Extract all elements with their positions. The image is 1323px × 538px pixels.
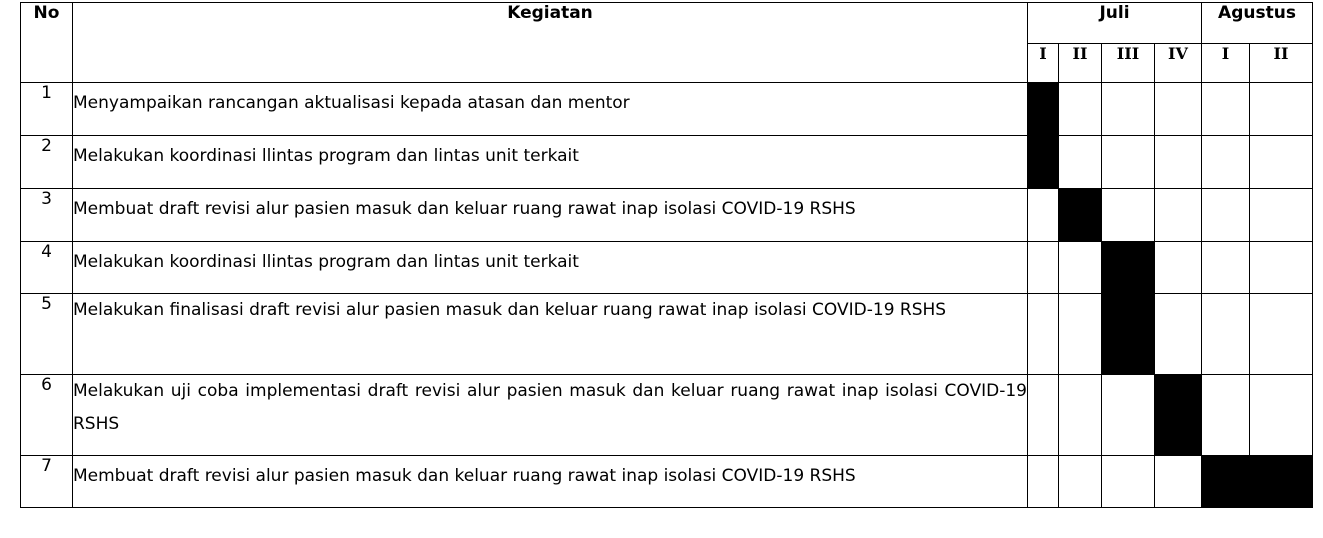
schedule-cell <box>1059 294 1102 375</box>
header-no: No <box>21 3 73 83</box>
header-week: II <box>1250 44 1313 83</box>
schedule-cell <box>1059 83 1102 136</box>
schedule-cell <box>1250 189 1313 242</box>
header-month-juli: Juli <box>1028 3 1202 44</box>
header-week: II <box>1059 44 1102 83</box>
table-row <box>21 456 1313 508</box>
schedule-cell <box>1202 242 1250 294</box>
schedule-cell <box>1155 242 1202 294</box>
schedule-cell-filled <box>1250 456 1313 508</box>
schedule-table <box>20 2 1313 508</box>
schedule-cell-filled <box>1028 136 1059 189</box>
schedule-cell <box>1202 136 1250 189</box>
table-row <box>21 189 1313 242</box>
schedule-cell-filled <box>1028 83 1059 136</box>
header-week: III <box>1102 44 1155 83</box>
schedule-cell <box>1102 456 1155 508</box>
activity-cell: Melakukan koordinasi llintas program dan lintas unit terkait <box>73 242 1028 294</box>
schedule-cell-filled <box>1102 242 1155 294</box>
schedule-cell <box>1059 242 1102 294</box>
schedule-cell-filled <box>1155 375 1202 456</box>
row-number: 6 <box>21 375 73 456</box>
table-row <box>21 375 1313 456</box>
schedule-cell <box>1250 83 1313 136</box>
header-week: IV <box>1155 44 1202 83</box>
schedule-cell <box>1102 136 1155 189</box>
row-number: 1 <box>21 83 73 136</box>
row-number: 2 <box>21 136 73 189</box>
schedule-cell <box>1202 375 1250 456</box>
schedule-cell <box>1059 456 1102 508</box>
schedule-cell <box>1028 242 1059 294</box>
schedule-cell <box>1202 189 1250 242</box>
schedule-cell <box>1028 375 1059 456</box>
schedule-cell <box>1202 83 1250 136</box>
schedule-cell-filled <box>1059 189 1102 242</box>
schedule-cell <box>1102 189 1155 242</box>
header-week: I <box>1028 44 1059 83</box>
schedule-cell <box>1250 294 1313 375</box>
schedule-cell <box>1250 136 1313 189</box>
activity-cell: Melakukan uji coba implementasi draft revisi alur pasien masuk dan keluar ruang rawat inap isolasi COVID-19 RSHS <box>73 375 1028 456</box>
schedule-cell-filled <box>1202 456 1250 508</box>
schedule-cell <box>1250 375 1313 456</box>
table-row <box>21 83 1313 136</box>
header-week: I <box>1202 44 1250 83</box>
activity-cell: Membuat draft revisi alur pasien masuk dan keluar ruang rawat inap isolasi COVID-19 RSHS <box>73 456 1028 508</box>
row-number: 4 <box>21 242 73 294</box>
header-kegiatan: Kegiatan <box>73 3 1028 83</box>
schedule-cell-filled <box>1102 294 1155 375</box>
activity-cell: Melakukan finalisasi draft revisi alur pasien masuk dan keluar ruang rawat inap isolasi COVID-19 RSHS <box>73 294 1028 375</box>
schedule-cell <box>1155 456 1202 508</box>
row-number: 3 <box>21 189 73 242</box>
schedule-cell <box>1250 242 1313 294</box>
schedule-cell <box>1059 375 1102 456</box>
table-row <box>21 294 1313 375</box>
table-row <box>21 242 1313 294</box>
header-month-agustus: Agustus <box>1202 3 1313 44</box>
table-row <box>21 136 1313 189</box>
row-number: 7 <box>21 456 73 508</box>
schedule-cell <box>1059 136 1102 189</box>
activity-cell: Membuat draft revisi alur pasien masuk dan keluar ruang rawat inap isolasi COVID-19 RSHS <box>73 189 1028 242</box>
schedule-cell <box>1155 189 1202 242</box>
schedule-cell <box>1155 294 1202 375</box>
schedule-cell <box>1102 375 1155 456</box>
activity-cell: Menyampaikan rancangan aktualisasi kepada atasan dan mentor <box>73 83 1028 136</box>
schedule-cell <box>1102 83 1155 136</box>
schedule-cell <box>1155 83 1202 136</box>
schedule-cell <box>1028 456 1059 508</box>
schedule-cell <box>1155 136 1202 189</box>
schedule-cell <box>1028 189 1059 242</box>
schedule-cell <box>1028 294 1059 375</box>
row-number: 5 <box>21 294 73 375</box>
schedule-cell <box>1202 294 1250 375</box>
activity-cell: Melakukan koordinasi llintas program dan lintas unit terkait <box>73 136 1028 189</box>
